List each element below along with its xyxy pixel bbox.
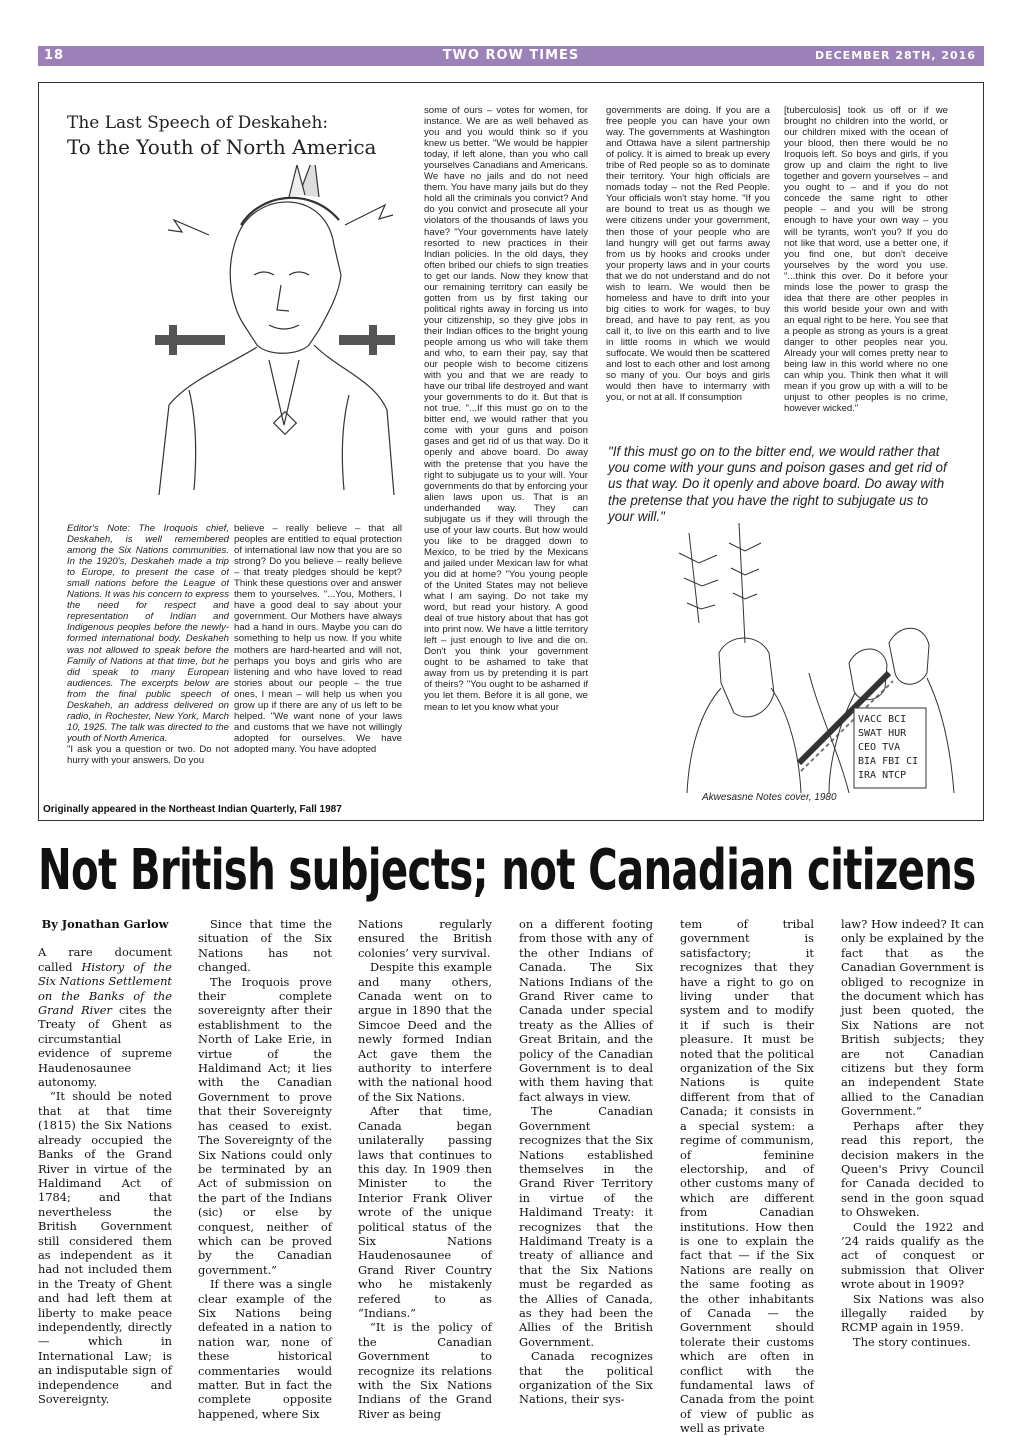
paragraph: on a different footing from those with any of the other Indians of Canada. The Six Nations Indians of the Grand River came to Canada under special treaty as the Allies of Great Britain, and the policy of the Canadian Government is to deal with them having that fact always in view. [519,917,653,1104]
speech-column-5: [tuberculosis] took us off or if we brought no children into the world, or our children mixed with the ocean of your blood, then there would be no Iroquois left. So boys and girls, if you grow up and claim the right to live together and govern yourselves – and you ought to – and if you do not concede the same right to other people – and you will be strong enough to have your own way – you will be tyrants, won't you? If you do not like that word, use a better one, if you find one, but don't deceive yourselves by the word you use. "...think this over. Do it before your minds lose the power to grasp the idea that there are other peoples in this world beside your own and with an equal right to be here. You see that a people as strong as yours is a great danger to other peoples near you. Already your will comes pretty near to being law in this world where no one can whip you. Think then what it will mean if you grow up with a will to be unjust to other peoples is no crime, however wicked." [784,105,948,415]
scan-title-line1: The Last Speech of Deskaheh: [67,113,329,133]
paragraph: If there was a single clear example of the Six Nations being defeated in a nation to nation war, none of these historical commentaries would matter. But in fact the complete opposite happened, where Six [198,1277,332,1421]
sign-line: SWAT HUR [858,728,907,739]
page-header-bar [38,46,984,66]
sign-line: VACC BCI [858,714,907,725]
article-column-4 [519,917,653,1407]
paragraph: Since that time the situation of the Six Nations has not changed. [198,917,332,975]
paragraph: The story continues. [853,1334,971,1349]
speech-column-4: governments are doing. If you are a free people you can have your own way. The governments at Washington and Ottawa have a silent partnership of policy. It is aimed to break up every tribe of Red people so as to dominate their territory. Your high officials are nomads today – not the Red People. Your officials won't stay home. "If you are bound to treat us as though we were citizens under your government, then those of your people who are land hungry will get out farms away from us by hooks and crooks under your property laws and in your courts that we do not understand and do not wish to learn. We would then be homeless and have to drift into your big cities to work for wages, to buy bread, and have to pay rent, as you call it, to live on this earth and to live in little rooms in which we would suffocate. We would then be scattered and lost to each other and lost among so many of you. Our boys and girls would then have to intermarry with you, or not at all. If consumption [606,105,770,404]
paragraph: Canada recognizes that the political organization of the Six Nations, their sys- [519,1349,653,1407]
scan-title-line2: To the Youth of North America [67,135,377,159]
paragraph: “It is the policy of the Canadian Government to recognize its relations with the Six Nations Indians of the Grand River as being [358,1320,492,1421]
paragraph: The Iroquois prove their complete sovereignty after their establishment to the North of Lake Erie, in virtue of the Haldimand Act; it lies with the Canadian Government to prove that their Sovereignty has ceased to exist. The Sovereignty of the Six Nations could only be terminated by an Act of submission on the part of the Indians (sic) or else by conquest, neither of which can be proved by the Canadian government.” [198,974,332,1277]
page-number: 18 [44,48,65,63]
archival-scan [38,82,984,821]
paragraph: tem of tribal government is satisfactory; it recognizes that they have a right to go on living under that system and to modify it if such is their pleasure. It must be noted that the political organization of the Six Nations is quite different from that of Canada; it consists in a special system: a regime of communism, of feminine electorship, and of other customs many of which are different from Canadian institutions. How then is one to explain the fact that — if the Six Nations are really on the same footing as the other inhabitants of Canada — the Government should tolerate their customs which are often in conflict with the fundamental laws of Canada from the point of view of public as well as private [680,917,814,1436]
paragraph: The Canadian Government recognizes that the Six Nations established themselves in the Grand River Territory in virtue of the Haldimand Treaty: it recognizes that the Haldimand Treaty is a treaty of alliance and that the Six Nations must be regarded as the Allies of Canada, as they had been the Allies of the British Government. [519,1104,653,1349]
paragraph: Perhaps after they read this report, the decision makers in the Queen's Privy Council for Canada decided to send in the goon squad to Ohsweken. [841,1118,984,1220]
byline: By Jonathan Garlow [41,917,169,931]
issue-date: DECEMBER 28TH, 2016 [814,49,976,62]
article-column-5 [680,917,814,1436]
article-column-6 [841,917,984,1349]
cover-caption: Akwesasne Notes cover, 1980 [702,792,837,803]
article-column-2 [198,917,332,1421]
paragraph: After that time, Canada began unilaterally passing laws that continues to this day. In 1909 then Minister to the Interior Frank Oliver wrote of the unique political status of the Six Nations Haudenosaunee of Grand River Country who he mistakenly refered to as “Indians.” [358,1104,492,1320]
article-column-1 [38,917,172,1406]
paragraph: Six Nations was also illegally raided by RCMP again in 1959. [841,1291,984,1335]
publication-name: TWO ROW TIMES [442,48,580,63]
speech-column-3: some of ours – votes for women, for instance. We are as well behaved as you and you would think so if you knew us better. "We would be happier today, if left alone, than you who call yourselves Canadians and Americans. We have no jails and do not need them. You have many jails but do they hold all the criminals you convict? And do you convict and prosecute all your violators of the thousands of laws you have? "Your governments have lately resorted to new practices in their Indian policies. In the old days, they often bribed our chiefs to sign treaties to get our lands. Now they know that our remaining territory can easily be gotten from us by first taking our political rights away in forcing us into your citizenship, so they give jobs in their Indian offices to the bright young people among us who will take them and who, to earn their pay, say that our people wish to become citizens with you and that we are ready to have our tribal life destroyed and want your governments to do it. But that is not true. "...If this must go on to the bitter end, we would rather that you come with your guns and poison gases and get rid of us that way. Do it openly and above board. Do away with the pretense that you have the right to subjugate us to your will. Your governments do that by enforcing your alien laws upon us. That is an underhanded way. They can subjugate us if they will through the use of your law courts. But how would you like to be dragged down to Mexico, to be tried by the Mexicans and jailed under Mexican law for what you did at home? "You young people of the United States may not believe what I am saying. Do not take my word, but read your history. A good deal of true history about that has got into print now. We have a little territory left – just enough to live and die on. Don't you think your government ought to be ashamed to take that away from us by pretending it is part of theirs? "You ought to be ashamed if you let them. Before it is all gone, we mean to let you know what your [424,105,588,713]
paragraph: A rare document called History of the Six Nations Settlement on the Banks of the Grand River cites the Treaty of Ghent as circumstantial evidence of supreme Haudenosaunee autonomy. [38,945,172,1090]
deskaheh-portrait-illustration [149,165,399,495]
sign-line: IRA NTCP [858,770,907,781]
headline: Not British subjects; not Canadian citizens [38,838,976,903]
paragraph: Nations regularly ensured the British colonies’ very survival. [358,917,492,960]
editors-note: Editor's Note: The Iroquois chief, Deskaheh, is well remembered among the Six Nations communities. In the 1920's, Deskaheh made a trip to Europe, to present the case of small nations before the League of Nations. It was his concern to express the need for respect and representation of Indian and Indigenous peoples before the newly-formed international body. Deskaheh was not allowed to speak before the Family of Nations at that time, but he did speak to many European audiences. The excerpts below are from the final public speech of Deskaheh, an address delivered on radio, in Rochester, New York, March 10, 1925. The talk was directed to the youth of North America. "I ask you a question or two. Do not hurry with your answers. Do you [67,523,229,766]
pull-quote: "If this must go on to the bitter end, we would rather that you come with your guns and poison gases and get rid of us that way. Do it openly and above board. Do away with the pretense that you have the right to subjugate us to your will." [608,444,947,524]
akwesasne-notes-cover-illustration [659,523,959,793]
paragraph: law? How indeed? It can only be explained by the fact that as the Canadian Government is obliged to recognize in the document which has just been quoted, the Six Nations are not British subjects; they are not Canadian citizens but they form an independent State allied to the Canadian Government.” [841,917,984,1119]
article-column-3 [358,917,492,1421]
paragraph: Could the 1922 and ’24 raids qualify as the act of conquest or submission that Oliver wrote about in 1909? [841,1219,984,1292]
sign-line: BIA FBI CI [858,756,919,767]
sign-line: CEO TVA [858,742,901,753]
paragraph: Despite this example and many others, Canada went on to argue in 1890 that the Simcoe Deed and the newly formed Indian Act gave them the authority to interfere with the national hood of the Six Nations. [358,960,492,1104]
origin-caption: Originally appeared in the Northeast Indian Quarterly, Fall 1987 [43,804,342,815]
speech-column-2: believe – really believe – that all peoples are entitled to equal protection of international law now that you are so strong? Do you believe – really believe – that treaty pledges should be kept? Think these questions over and answer them to yourselves. "...You, Mothers, I have a good deal to say about your government. Our Mothers have always had a hand in ours. Maybe you can do something to help us now. If you white mothers are hard-hearted and will not, perhaps you boys and girls who are listening and who have loved to read stories about our people – the true ones, I mean – will help us when you grow up if there are any of us left to be helped. "We want none of your laws and customs that we have not willingly adopted for ourselves. We have adopted many. You have adopted [234,523,402,755]
paragraph: “It should be noted that at that time (1815) the Six Nations already occupied the Banks of the Grand River in virtue of the Haldimand Act of 1784; and that nevertheless the British Government still considered them as independent as it had not included them in the Treaty of Ghent and had left them at liberty to make peace independently, directly — which in International Law; is an indisputable sign of independence and Sovereignty. [38,1089,172,1406]
